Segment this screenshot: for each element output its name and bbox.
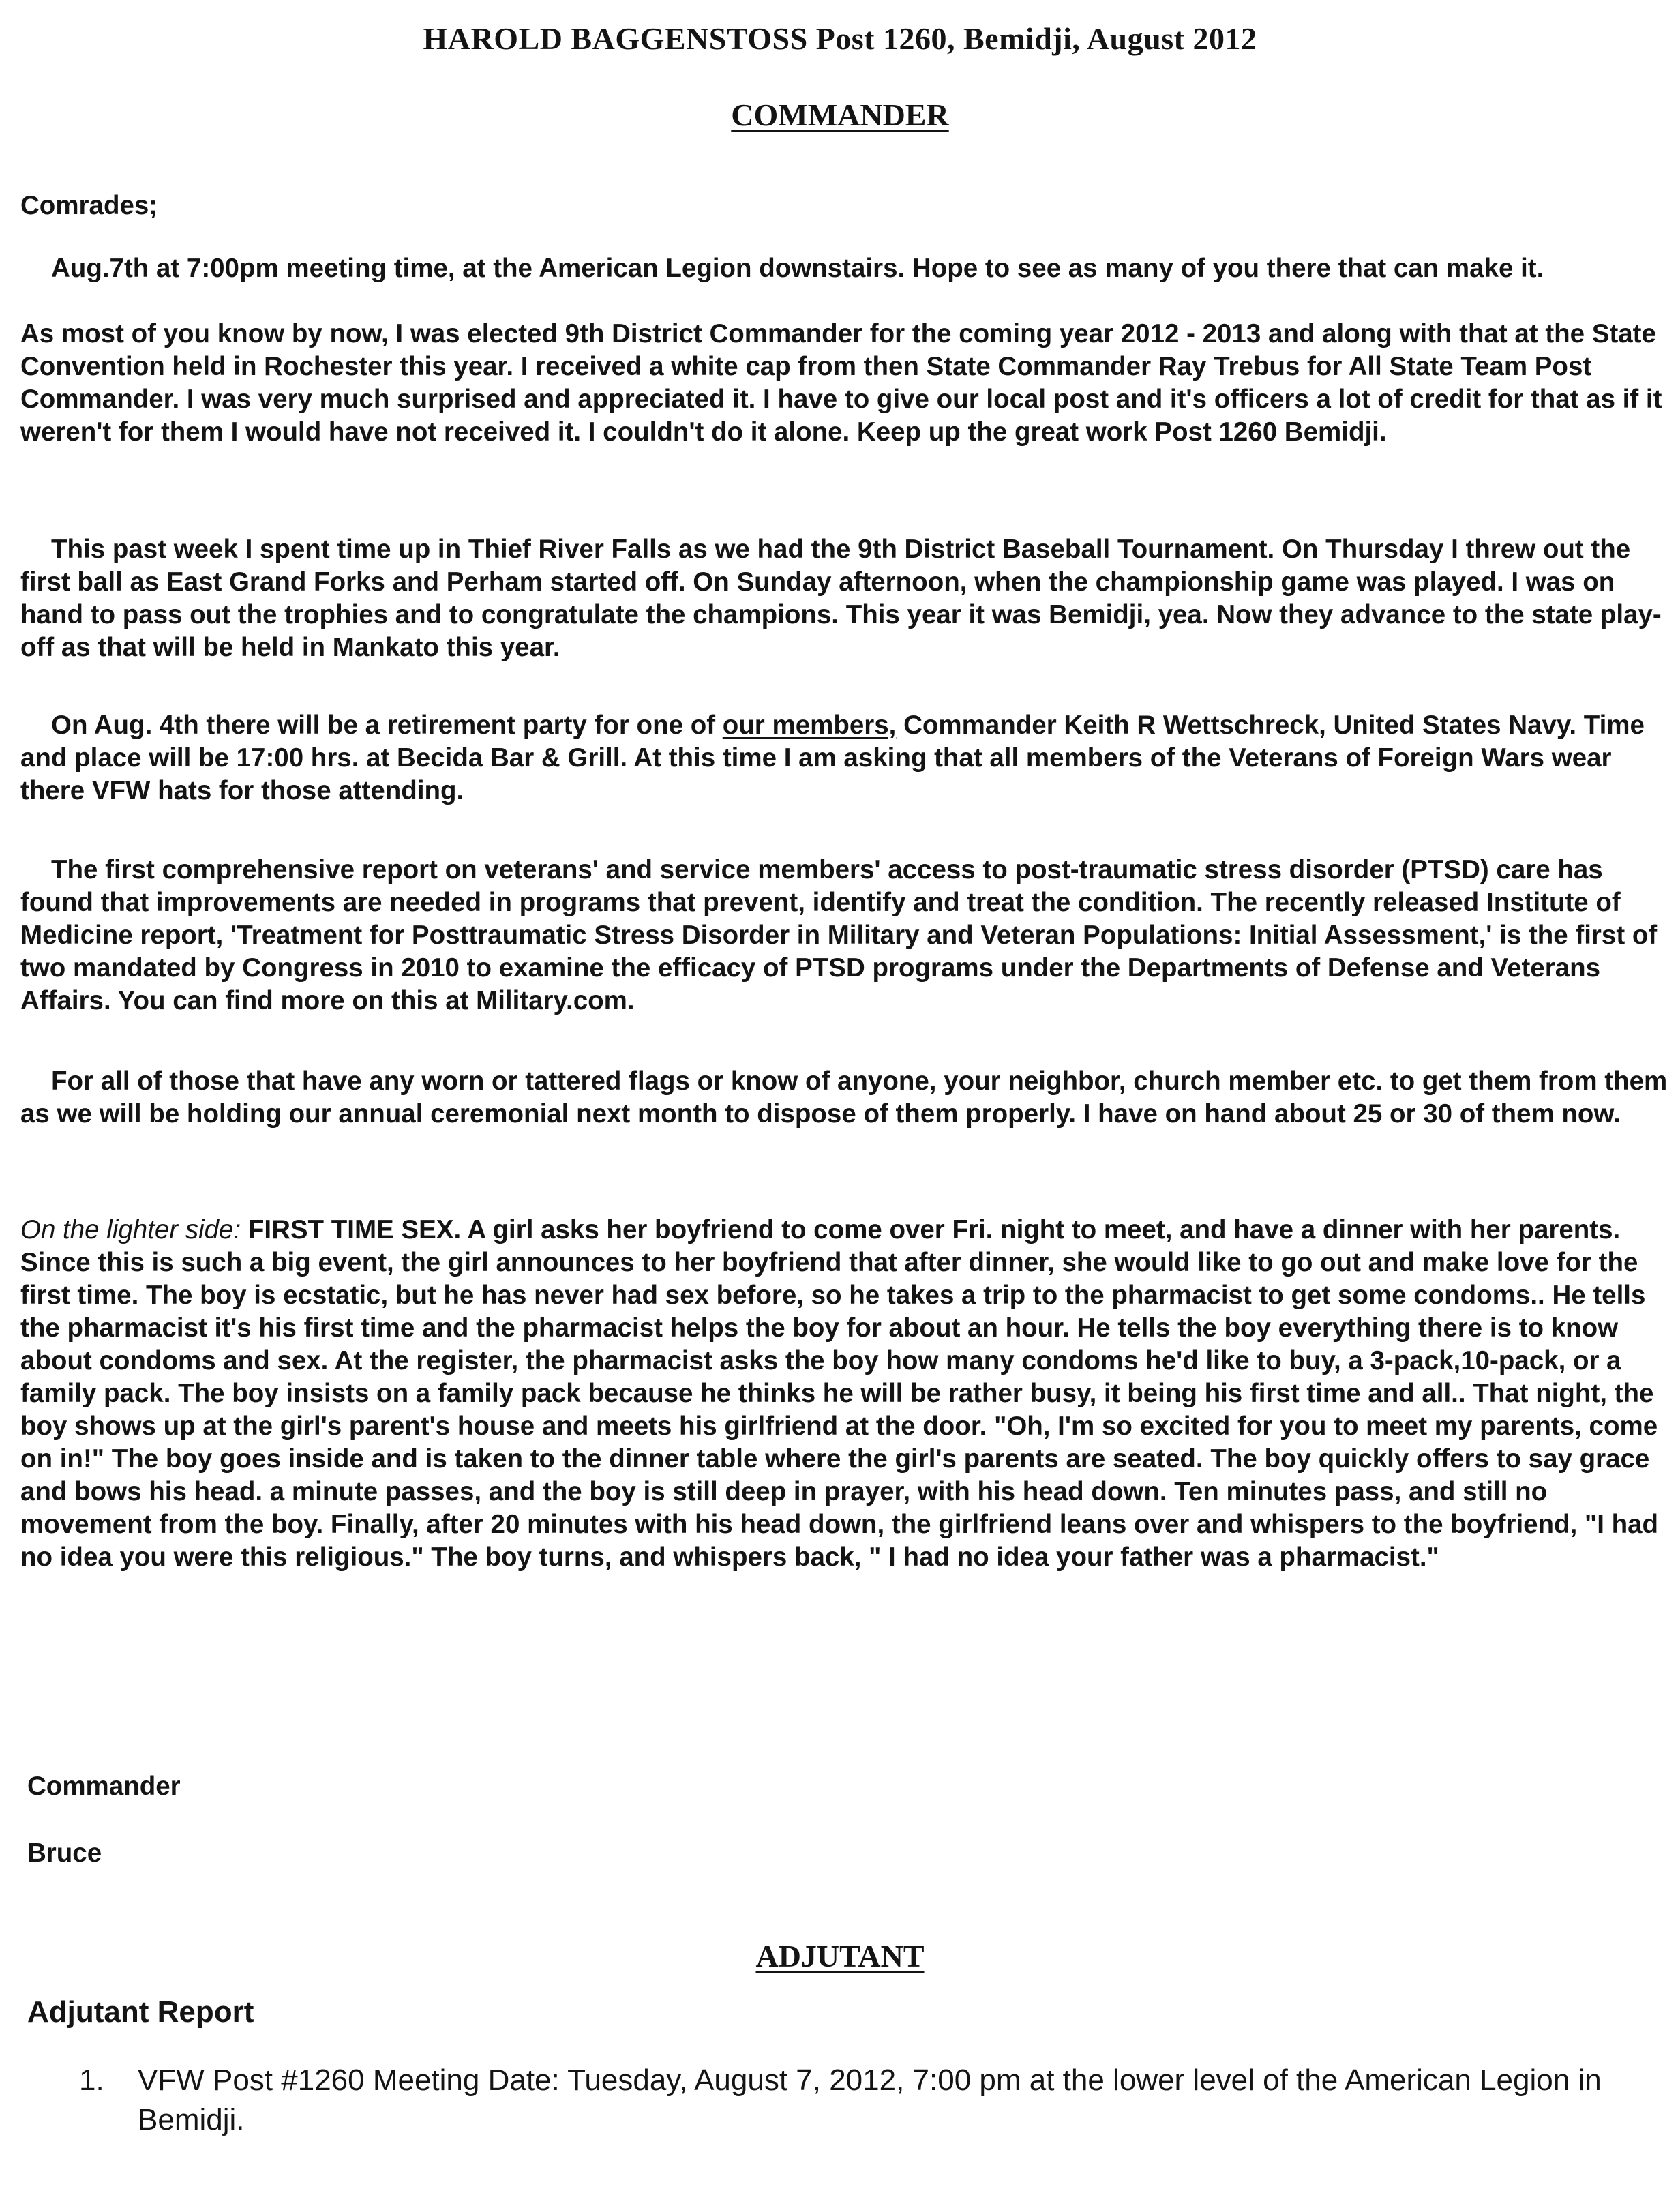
signature-name: Bruce bbox=[27, 1838, 102, 1868]
salutation: Comrades; bbox=[20, 191, 158, 220]
commander-heading: COMMANDER bbox=[731, 98, 949, 132]
list-item-text: VFW Post #1260 Meeting Date: Tuesday, August 7, 2012, 7:00 pm at the lower level of the American Legion in Bemidji. bbox=[138, 2063, 1602, 2136]
retirement-text-before: On Aug. 4th there will be a retirement party for one of bbox=[51, 711, 723, 740]
commander-paragraph-flags: For all of those that have any worn or tattered flags or know of anyone, your neighbor, church member etc. to get them from them as we will be holding our annual ceremonial next month to dispose of them properly. I have on hand about 25 or 30 of them now. bbox=[20, 1066, 1668, 1129]
list-item-number: 1. bbox=[79, 2063, 104, 2097]
commander-paragraph-election: As most of you know by now, I was elected 9th District Commander for the coming year 2012 - 2013 and along with that at the State Convention held in Rochester this year. I received a white cap from then State Commander Ray Trebus for All State Team Post Commander. I was very much surprised and appreciated it. I have to give our local post and it's officers a lot of credit for that as if it weren't for them I would have not received it. I couldn't do it alone. Keep up the great work Post 1260 Bemidji. bbox=[20, 319, 1662, 447]
adjutant-report-title: Adjutant Report bbox=[27, 1995, 254, 2029]
commander-paragraph-meeting: Aug.7th at 7:00pm meeting time, at the American Legion downstairs. Hope to see as many of you there that can make it. bbox=[51, 254, 1544, 283]
lighter-side-label: On the lighter side: bbox=[20, 1215, 241, 1244]
commander-paragraph-ptsd: The first comprehensive report on veterans' and service members' access to post-traumatic stress disorder (PTSD) care has found that improvements are needed in programs that prevent, identify and treat the condition. The recently released Institute of Medicine report, 'Treatment for Posttraumatic Stress Disorder in Military and Veteran Populations: Initial Assessment,' is the first of two mandated by Congress in 2010 to examine the efficacy of PTSD programs under the Departments of Defense and Veterans Affairs. You can find more on this at Military.com. bbox=[20, 855, 1657, 1015]
document-title: HAROLD BAGGENSTOSS Post 1260, Bemidji, August 2012 bbox=[423, 21, 1257, 56]
lighter-side-paragraph bbox=[20, 1214, 1670, 1657]
lighter-side-story: FIRST TIME SEX. A girl asks her boyfriend to come over Fri. night to meet, and have a dinner with her parents. Since this is such a big event, the girl announces to her boyfriend that after dinner, she would like to go out and make love for the first time. The boy is ecstatic, but he has never had sex before, so he takes a trip to the pharmacist to get some condoms.. He tells the pharmacist it's his first time and the pharmacist helps the boy for about an hour. He tells the boy everything there is to know about condoms and sex. At the register, the pharmacist asks the boy how many condoms he'd like to buy, a 3-pack,10-pack, or a family pack. The boy insists on a family pack because he thinks he will be rather busy, it being his first time and all.. That night, the boy shows up at the girl's parent's house and meets his girlfriend at the door. "Oh, I'm so excited for you to meet my parents, come on in!" The boy goes inside and is taken to the dinner table where the girl's parents are seated. The boy quickly offers to say grace and bows his head. a minute passes, and the boy is still deep in prayer, with his head down. Ten minutes pass, and still no movement from the boy. Finally, after 20 minutes with his head down, the girlfriend leans over and whispers to the boyfriend, "I had no idea you were this religious." The boy turns, and whispers back, " I had no idea your father was a pharmacist." bbox=[20, 1215, 1659, 1572]
signature-title: Commander bbox=[27, 1772, 181, 1801]
retirement-text-after: Commander Keith R Wettschreck, United States Navy. Time and place will be 17:00 hrs. at Becida Bar & Grill. At this time I am asking that all members of the Veterans of Foreign Wars wear there VFW hats for those attending. bbox=[20, 711, 1645, 805]
adjutant-heading: ADJUTANT bbox=[755, 1939, 925, 1973]
adjutant-list-item bbox=[79, 2061, 1661, 2140]
commander-paragraph-baseball: This past week I spent time up in Thief River Falls as we had the 9th District Baseball Tournament. On Thursday I threw out the first ball as East Grand Forks and Perham started off. On Sunday afternoon, when the championship game was played. I was on hand to pass out the trophies and to congratulate the champions. This year it was Bemidji, yea. Now they advance to the state play-off as that will be held in Mankato this year. bbox=[20, 535, 1662, 662]
commander-paragraph-retirement bbox=[20, 709, 1670, 829]
our-members-underlined: our members, bbox=[722, 711, 897, 740]
